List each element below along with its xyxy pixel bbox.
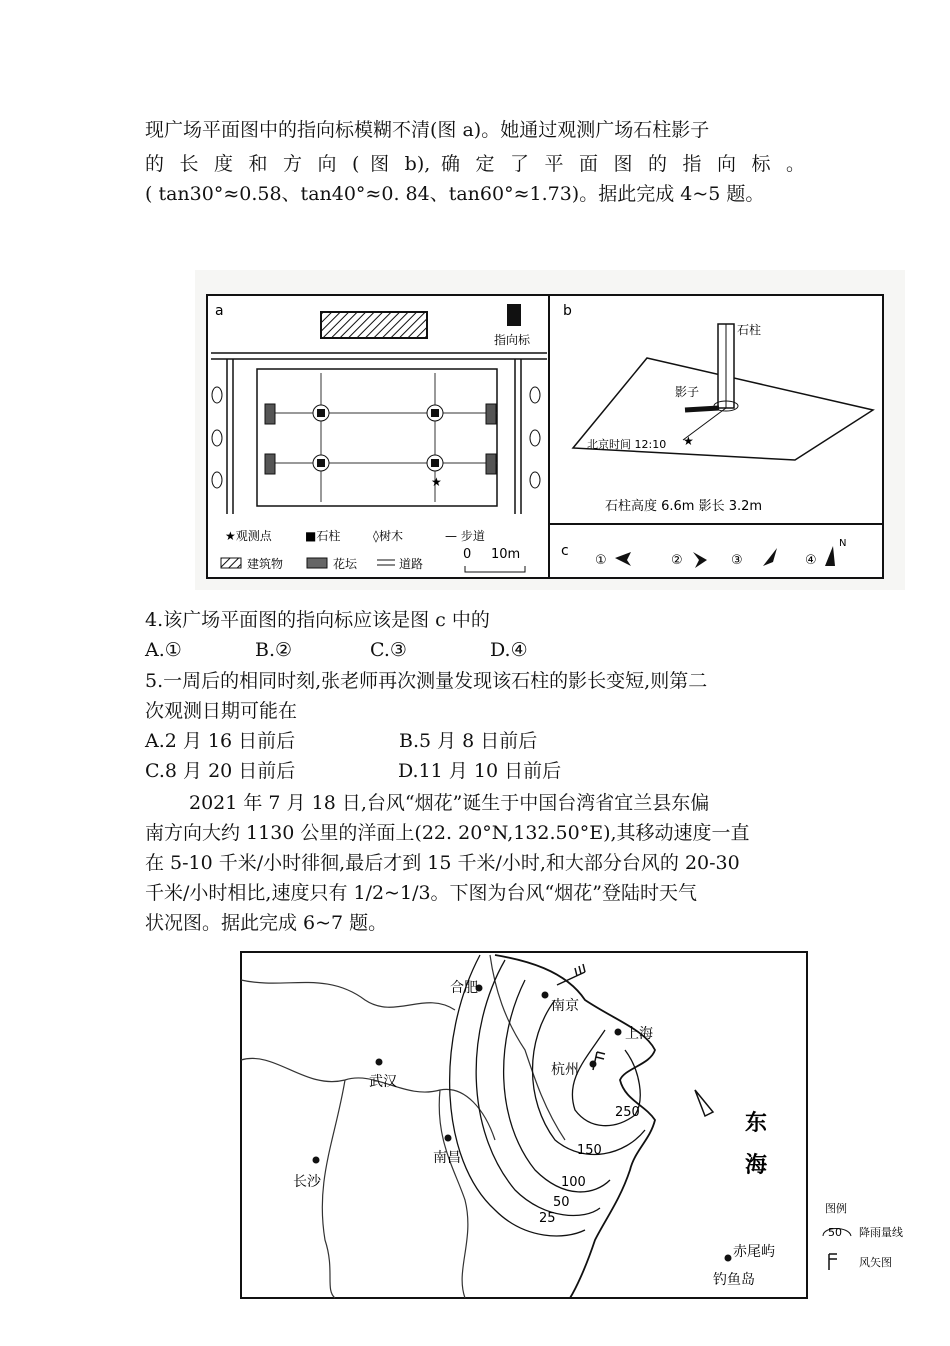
city-hangzhou: 杭州 [551, 1062, 579, 1078]
isoline-50: 50 [553, 1195, 570, 1210]
q4-option-d[interactable]: D.④ [490, 639, 528, 661]
city-diaoyudao: 钓鱼岛 [713, 1272, 755, 1288]
pillar-label: 石柱 [737, 323, 762, 337]
q5-stem-2: 次观测日期可能在 [145, 700, 298, 722]
q5-options-row-1 [145, 727, 537, 756]
panel-a-label: a [215, 303, 224, 319]
option-1: ① [595, 553, 607, 568]
q4-option-a[interactable]: A.① [145, 639, 182, 661]
q5-option-a[interactable]: A.2 月 16 日前后 [145, 730, 296, 752]
typhoon-line-2: 南方向大约 1130 公里的洋面上(22. 20°N,132.50°E),其移动速度一直 [145, 822, 750, 844]
q4-options [145, 636, 528, 665]
panel-b-label: b [563, 303, 572, 319]
typhoon-line-3: 在 5-10 千米/小时徘徊,最后才到 15 千米/小时,和大部分台风的 20-30 [145, 852, 740, 874]
n-letter: N [839, 538, 847, 549]
figure-typhoon-map [225, 940, 925, 1305]
compass-label: 指向标 [494, 333, 531, 347]
legend-wind-label: 风矢图 [859, 1256, 892, 1269]
legend-title: 图例 [825, 1202, 847, 1215]
city-chiweiyu: 赤尾屿 [733, 1244, 775, 1260]
q5-stem-1: 5.一周后的相同时刻,张老师再次测量发现该石柱的影长变短,则第二 [145, 670, 708, 692]
sea-char-2: 海 [745, 1153, 768, 1178]
isoline-150: 150 [577, 1143, 602, 1158]
intro-line-3: ( tan30°≈0.58、tan40°≈0. 84、tan60°≈1.73)。据此完成 4~5 题。 [145, 183, 765, 205]
legend-walkway: — 步道 [445, 529, 485, 543]
typhoon-line-5: 状况图。据此完成 6~7 题。 [145, 912, 388, 934]
legend-road: 道路 [399, 557, 424, 571]
city-hefei: 合肥 [450, 980, 478, 996]
option-4: ④ [805, 553, 817, 568]
b-caption: 石柱高度 6.6m 影长 3.2m [605, 499, 763, 514]
typhoon-line-4: 千米/小时相比,速度只有 1/2~1/3。下图为台风“烟花”登陆时天气 [145, 882, 697, 904]
city-nanjing: 南京 [551, 998, 579, 1014]
intro-line-2: 的 长 度 和 方 向 ( 图 b), 确 定 了 平 面 图 的 指 向 标 。 [145, 153, 805, 175]
figure-plaza [195, 270, 905, 590]
legend-isoline-label: 降雨量线 [859, 1226, 903, 1239]
b-star: ★ [683, 434, 694, 448]
observation-star: ★ [431, 475, 442, 489]
scale-10: 10m [491, 547, 521, 562]
q5-options-row-2 [145, 757, 561, 786]
city-changsha: 长沙 [293, 1174, 321, 1190]
legend-pillar: ■石柱 [305, 529, 341, 543]
sea-char-1: 东 [745, 1111, 768, 1136]
legend-isoline-value: 50 [828, 1226, 842, 1239]
legend-building: 建筑物 [247, 557, 284, 571]
panel-c-label: c [561, 543, 569, 559]
city-shanghai: 上海 [625, 1026, 653, 1042]
q4-option-c[interactable]: C.③ [370, 639, 407, 661]
compass-blur [507, 304, 521, 326]
city-nanchang: 南昌 [433, 1150, 461, 1166]
city-wuhan: 武汉 [369, 1074, 397, 1090]
q5-option-b[interactable]: B.5 月 8 日前后 [399, 730, 538, 752]
legend-tree: ◊树木 [373, 529, 403, 543]
isoline-25: 25 [539, 1211, 556, 1226]
legend-obs: ★观测点 [225, 529, 272, 543]
isoline-250: 250 [615, 1105, 640, 1120]
building-block [321, 312, 427, 338]
q5-option-d[interactable]: D.11 月 10 日前后 [398, 760, 562, 782]
typhoon-line-1: 2021 年 7 月 18 日,台风“烟花”诞生于中国台湾省宜兰县东偏 [189, 792, 710, 814]
option-2: ② [671, 553, 683, 568]
time-label: 北京时间 12:10 [587, 438, 667, 451]
shadow-label: 影子 [675, 385, 700, 399]
intro-line-1: 现广场平面图中的指向标模糊不清(图 a)。她通过观测广场石柱影子 [145, 119, 710, 141]
scale-0: 0 [463, 547, 472, 562]
isoline-100: 100 [561, 1175, 586, 1190]
option-3: ③ [731, 553, 743, 568]
q4-option-b[interactable]: B.② [255, 639, 293, 661]
legend-flowerbed: 花坛 [333, 557, 358, 571]
q4-stem: 4.该广场平面图的指向标应该是图 c 中的 [145, 609, 490, 631]
q5-option-c[interactable]: C.8 月 20 日前后 [145, 760, 296, 782]
